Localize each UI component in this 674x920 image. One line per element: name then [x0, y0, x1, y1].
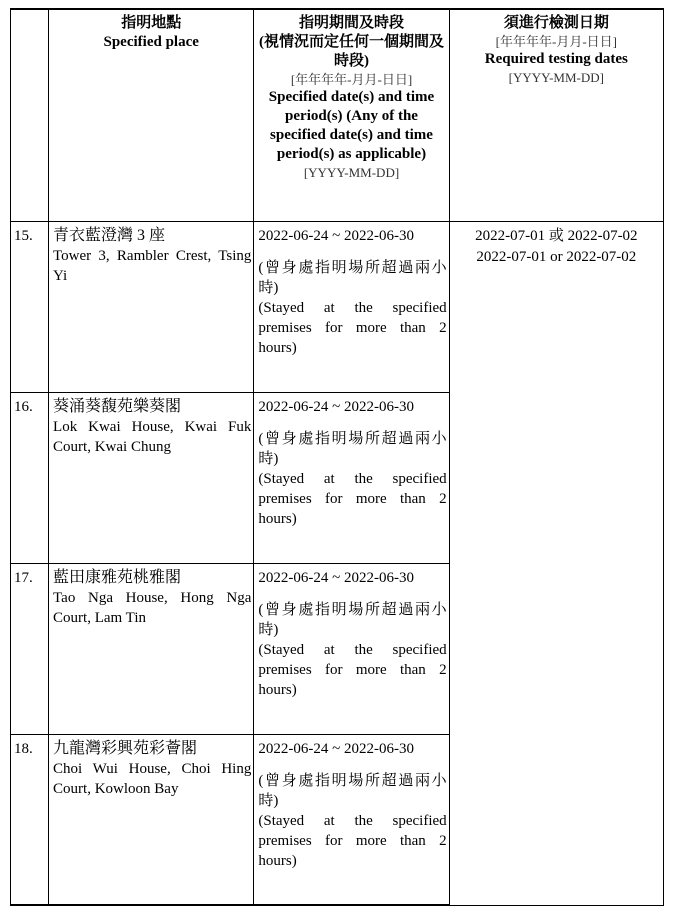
period-cell	[254, 221, 449, 392]
period-cell	[254, 563, 449, 734]
row-number: 18.	[11, 734, 49, 905]
table-row	[11, 221, 664, 392]
testing-dates-cell	[449, 221, 663, 905]
header-testing-format-zh: [年年年年-月月-日日]	[495, 34, 617, 49]
period-note-en: (Stayed at the specified premises for more than 2 hours)	[258, 812, 447, 869]
place-cell	[49, 563, 254, 734]
specified-places-table	[10, 8, 664, 906]
place-cell	[49, 221, 254, 392]
header-period-zh: 指明期間及時段	[299, 15, 405, 31]
place-name-zh: 藍田康雅苑桃雅閣	[53, 568, 182, 586]
period-note-zh: (曾身處指明場所超過兩小時)	[258, 601, 447, 638]
period-cell	[254, 734, 449, 905]
period-cell	[254, 392, 449, 563]
testing-dates-en: 2022-07-01 or 2022-07-02	[476, 248, 637, 265]
testing-dates-zh: 2022-07-01 或 2022-07-02	[475, 227, 638, 244]
place-name-zh: 青衣藍澄灣 3 座	[53, 226, 166, 244]
row-number: 17.	[11, 563, 49, 734]
header-period-zh-note: (視情況而定任何一個期間及時段)	[259, 34, 444, 69]
header-testing-en: Required testing dates	[484, 51, 628, 67]
header-testing-cell	[449, 9, 663, 221]
place-name-zh: 九龍灣彩興苑彩薈閣	[53, 739, 198, 757]
place-name-en: Choi Wui House, Choi Hing Court, Kowloon Bay	[53, 760, 252, 797]
place-name-zh: 葵涌葵馥苑樂葵閣	[53, 397, 182, 415]
period-note-zh: (曾身處指明場所超過兩小時)	[258, 430, 447, 467]
period-dates: 2022-06-24 ~ 2022-06-30	[258, 740, 414, 757]
place-name-en: Tower 3, Rambler Crest, Tsing Yi	[53, 247, 252, 284]
period-note-en: (Stayed at the specified premises for more than 2 hours)	[258, 641, 447, 698]
header-place-zh: 指明地點	[121, 15, 182, 31]
period-dates: 2022-06-24 ~ 2022-06-30	[258, 569, 414, 586]
header-period-format-zh: [年年年年-月月-日日]	[290, 72, 413, 87]
header-testing-zh: 須進行檢測日期	[503, 15, 609, 31]
header-place-cell	[49, 9, 254, 221]
place-cell	[49, 734, 254, 905]
header-period-en: Specified date(s) and time period(s) (Any of the specified date(s) and time period(s) as applicable)	[268, 89, 435, 162]
period-dates: 2022-06-24 ~ 2022-06-30	[258, 227, 414, 244]
table-header-row	[11, 9, 664, 221]
row-number: 15.	[11, 221, 49, 392]
header-testing-format-en: [YYYY-MM-DD]	[508, 70, 604, 85]
header-period-format-en: [YYYY-MM-DD]	[303, 165, 400, 180]
period-dates: 2022-06-24 ~ 2022-06-30	[258, 398, 414, 415]
row-number: 16.	[11, 392, 49, 563]
place-name-en: Tao Nga House, Hong Nga Court, Lam Tin	[53, 589, 252, 626]
place-name-en: Lok Kwai House, Kwai Fuk Court, Kwai Chung	[53, 418, 252, 455]
period-note-zh: (曾身處指明場所超過兩小時)	[258, 772, 447, 809]
period-note-zh: (曾身處指明場所超過兩小時)	[258, 259, 447, 296]
period-note-en: (Stayed at the specified premises for more than 2 hours)	[258, 299, 447, 356]
header-place-en: Specified place	[103, 34, 199, 50]
place-cell	[49, 392, 254, 563]
header-number-cell	[11, 9, 49, 221]
period-note-en: (Stayed at the specified premises for more than 2 hours)	[258, 470, 447, 527]
header-period-cell	[254, 9, 449, 221]
